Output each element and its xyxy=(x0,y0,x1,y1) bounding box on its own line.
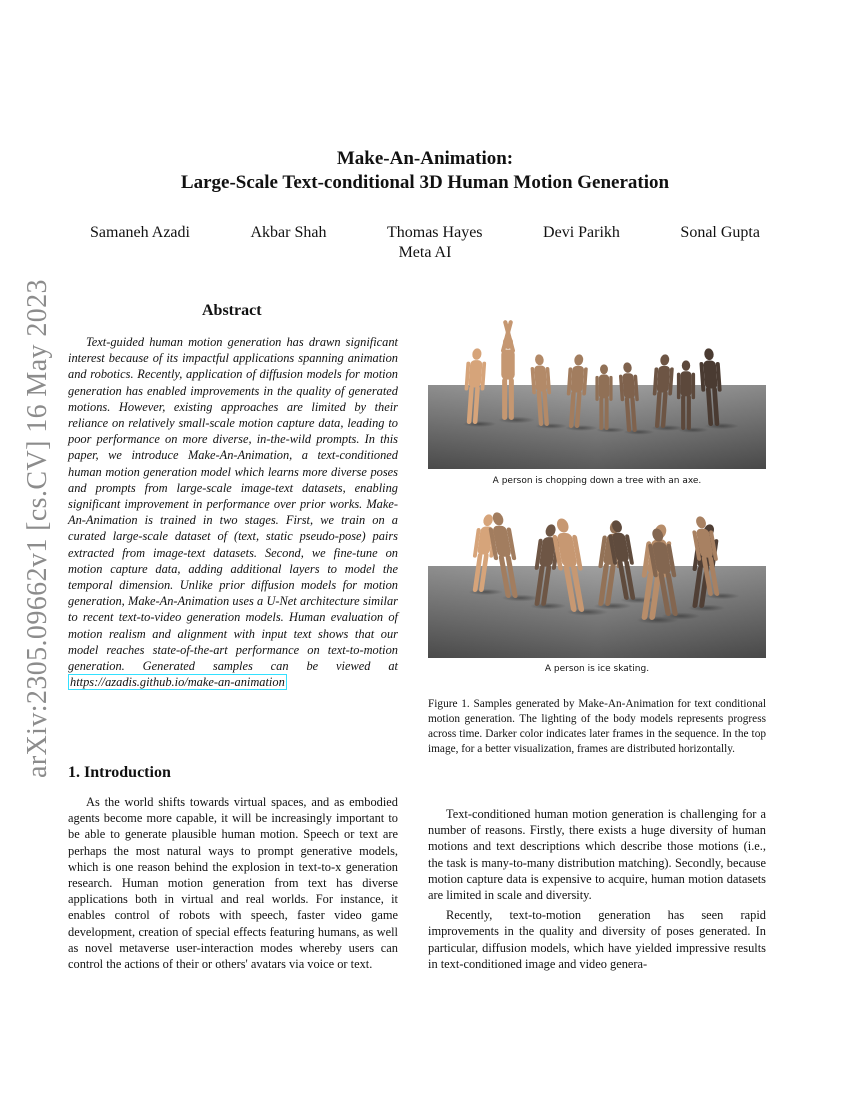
author-name: Devi Parikh xyxy=(543,224,620,241)
human-body-model xyxy=(698,348,739,429)
introduction-paragraph: As the world shifts towards virtual spaces, and as embodied agents become more capable, it will be increasingly important to be able to generate plausible human motion. Speech or text are perhaps the most natural ways to prompt generative models, which is one reason behind the explosion in text-to-x generation research. Human motion generation from text has diverse applications both in virtual and real worlds. For instance, it enables control of robots with speech, faster video game development, creation of special effects featuring humans, as well as novel metaverse user-interaction modes whereby users can control the actions of their or others' avatars via voice or text. xyxy=(68,795,398,972)
human-body-model xyxy=(486,512,540,601)
human-body-model xyxy=(462,348,502,427)
right-column-body xyxy=(428,806,766,972)
project-link[interactable]: https://azadis.github.io/make-an-animation xyxy=(70,675,285,690)
paper-title-line2: Large-Scale Text-conditional 3D Human Motion Generation xyxy=(180,172,670,193)
human-body-model xyxy=(618,362,655,434)
human-body-model xyxy=(530,354,568,429)
figure-bottom-caption: A person is ice skating. xyxy=(544,664,650,674)
author-name: Samaneh Azadi xyxy=(90,224,190,241)
right-paragraph-2: Recently, text-to-motion generation has seen rapid improvements in the quality and diversity of poses generated. In particular, diffusion models, which have yielded impressive results in text-conditioned image and video genera- xyxy=(428,908,766,971)
affiliation: Meta AI xyxy=(398,244,452,261)
paper-title-line1: Make-An-Animation: xyxy=(336,148,514,169)
human-body-model xyxy=(498,320,535,424)
arxiv-identifier: arXiv:2305.09662v1 [cs.CV] 16 May 2023 xyxy=(22,279,53,778)
author-name: Akbar Shah xyxy=(250,224,327,241)
abstract-text: Text-guided human motion generation has drawn significant interest because of its impactful applications spanning animation and robotics. Recently, application of diffusion models for motion generation has enabled improvements in the quality of generated motions. However, existing approaches are limited by their reliance on relatively small-scale motion capture data, leading to poor performance on more diverse, in-the-wild prompts. In this paper, we introduce Make-An-Animation, a text-conditioned human motion generation model which learns more diverse poses and prompts from large-scale image-text datasets, enabling significant improvement in performance over prior works. Make-An-Animation is trained in two stages. First, we train on a curated large-scale dataset of (text, static pseudo-pose) pairs extracted from image-text datasets. Second, we fine-tune on motion capture data, adding additional layers to model the temporal dimension. Unlike prior diffusion models for motion generation, Make-An-Animation uses a U-Net architecture similar to recent text-to-video generation models. Human evaluation of motion realism and alignment with input text shows that our model reaches state-of-the-art performance on text-to-motion generation. Generated samples can be viewed at xyxy=(68,335,398,674)
author-name: Sonal Gupta xyxy=(680,224,760,241)
introduction-heading: 1. Introduction xyxy=(68,764,171,781)
abstract-heading: Abstract xyxy=(202,302,262,319)
figure-1-caption: Figure 1. Samples generated by Make-An-Animation for text conditional motion generation. The lighting of the body models represents progress across time. Darker color indicates later frames in the sequence. In the top image, for a better visualization, frames are distributed horizontally. xyxy=(428,698,766,755)
author-name: Thomas Hayes xyxy=(386,224,483,241)
figure-top-caption: A person is chopping down a tree with an axe. xyxy=(492,476,702,486)
right-paragraph-1: Text-conditioned human motion generation is challenging for a number of reasons. Firstly, there exists a huge diversity of human motions and text descriptions which describe those motions (i.e., the task is many-to-many distribution matching). Secondly, because motion capture data is expensive to acquire, human motion datasets are limited in scale and diversity. xyxy=(428,807,766,903)
